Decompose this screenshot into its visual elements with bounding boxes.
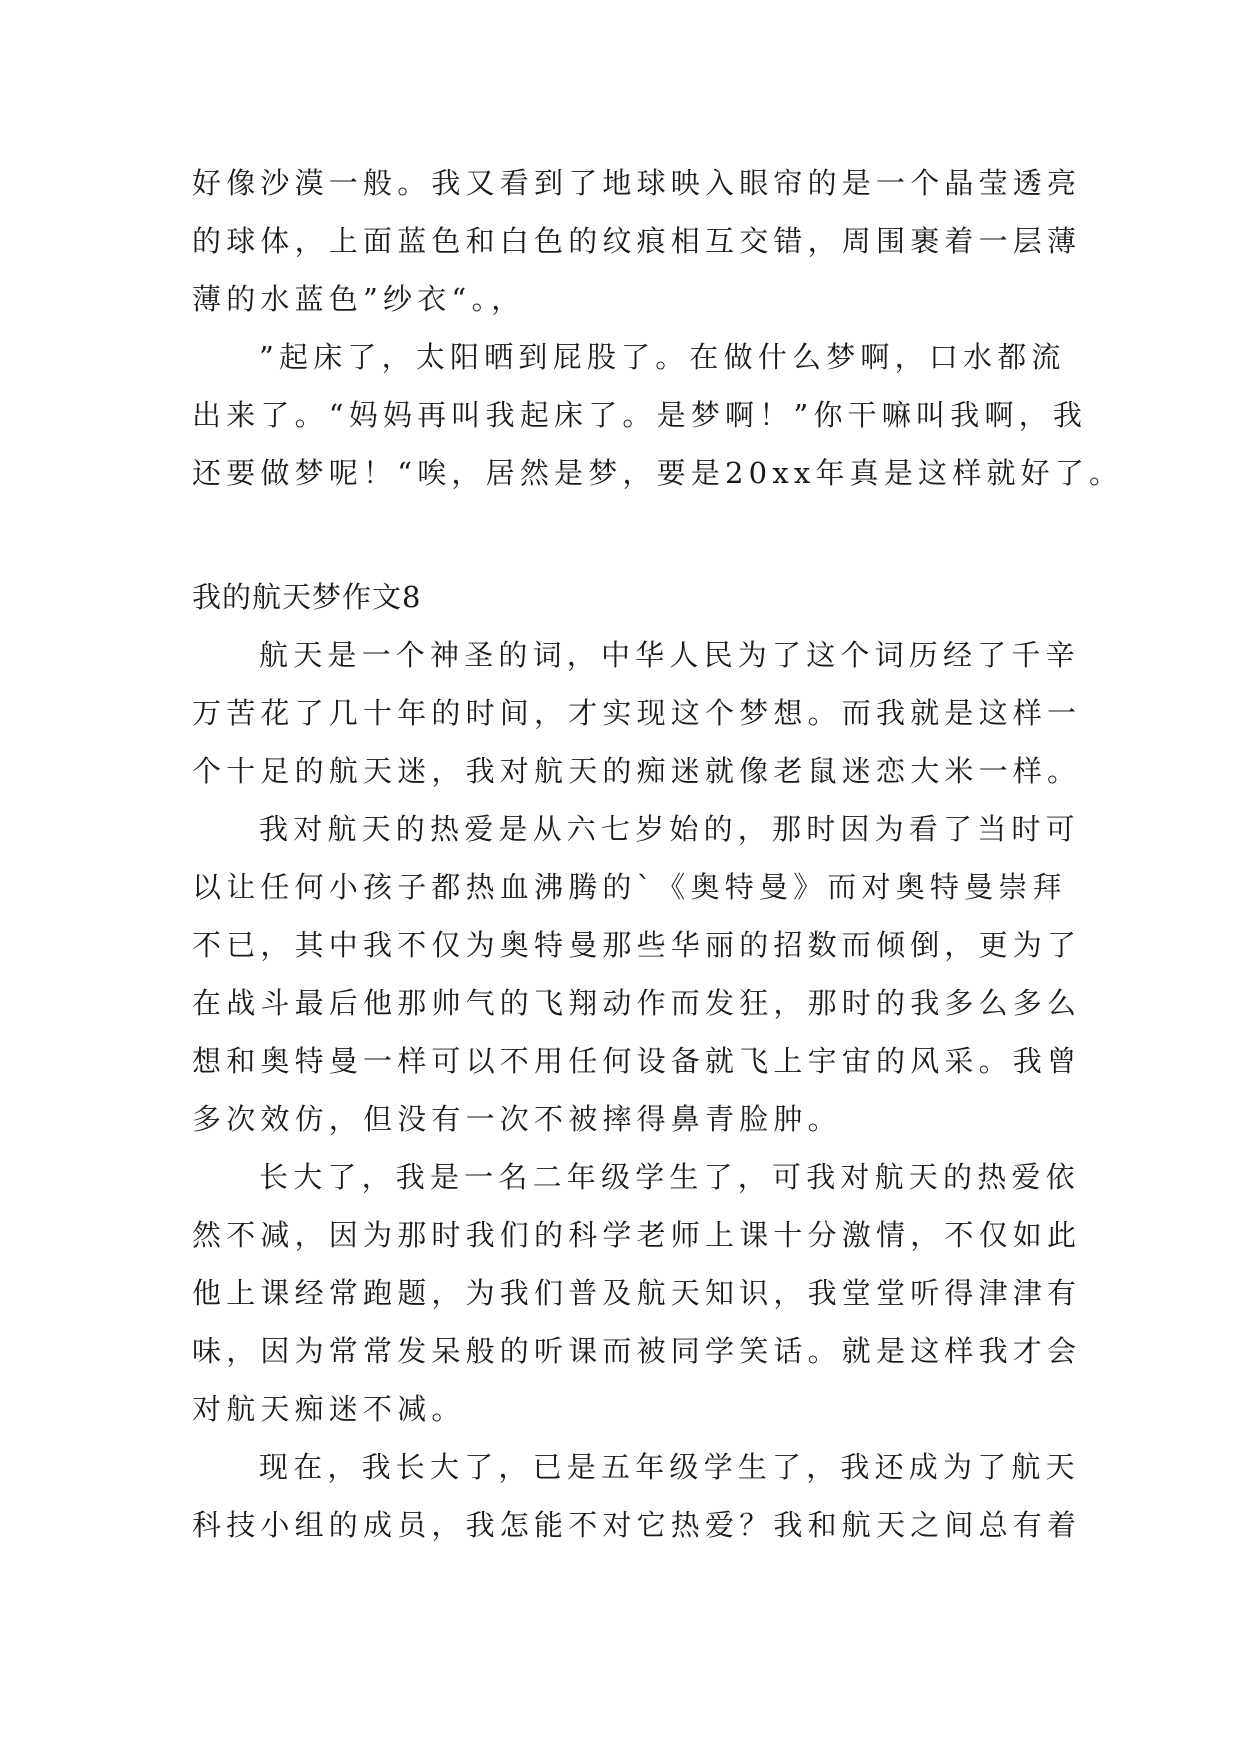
text-line: 薄的水蓝色”纱衣“。， — [192, 282, 526, 316]
text-line: 个十足的航天迷，我对航天的痴迷就像老鼠迷恋大米一样。 — [192, 754, 1082, 788]
text-line: 万苦花了几十年的时间，才实现这个梦想。而我就是这样一 — [192, 696, 1082, 730]
text-line: 好像沙漠一般。我又看到了地球映入眼帘的是一个晶莹透亮 — [192, 166, 1082, 200]
text-line: 现在，我长大了，已是五年级学生了，我还成为了航天 — [259, 1450, 1080, 1484]
text-line: 多次效仿，但没有一次不被摔得鼻青脸肿。 — [192, 1102, 842, 1136]
section-title: 我的航天梦作文8 — [192, 580, 422, 614]
paragraph-block-essay-8 — [192, 626, 1082, 1554]
paragraph-block-dream-ending — [192, 154, 1124, 502]
text-line: 对航天痴迷不减。 — [192, 1392, 466, 1426]
text-line: 航天是一个神圣的词，中华人民为了这个词历经了千辛 — [259, 638, 1080, 672]
text-line: 想和奥特曼一样可以不用任何设备就飞上宇宙的风采。我曾 — [192, 1044, 1082, 1078]
section-heading-block — [192, 568, 1072, 626]
text-line: 味，因为常常发呆般的听课而被同学笑话。就是这样我才会 — [192, 1334, 1082, 1368]
text-line: 然不减，因为那时我们的科学老师上课十分激情，不仅如此 — [192, 1218, 1082, 1252]
text-line: 的球体，上面蓝色和白色的纹痕相互交错，周围裹着一层薄 — [192, 224, 1082, 258]
text-line: 出来了。“妈妈再叫我起床了。是梦啊！”你干嘛叫我啊，我 — [192, 398, 1088, 432]
text-line: 我对航天的热爱是从六七岁始的，那时因为看了当时可 — [259, 812, 1080, 846]
text-line: 还要做梦呢！“唉，居然是梦，要是20xx年真是这样就好了。 — [192, 456, 1124, 490]
text-line: 长大了，我是一名二年级学生了，可我对航天的热爱依 — [259, 1160, 1080, 1194]
text-line: ”起床了，太阳晒到屁股了。在做什么梦啊，口水都流 — [259, 340, 1066, 374]
text-line: 在战斗最后他那帅气的飞翔动作而发狂，那时的我多么多么 — [192, 986, 1082, 1020]
text-line: 以让任何小孩子都热血沸腾的`《奥特曼》而对奥特曼崇拜 — [192, 870, 1067, 904]
text-line: 他上课经常跑题，为我们普及航天知识，我堂堂听得津津有 — [192, 1276, 1082, 1310]
text-line: 不已，其中我不仅为奥特曼那些华丽的招数而倾倒，更为了 — [192, 928, 1082, 962]
text-line: 科技小组的成员，我怎能不对它热爱？我和航天之间总有着 — [192, 1508, 1082, 1542]
